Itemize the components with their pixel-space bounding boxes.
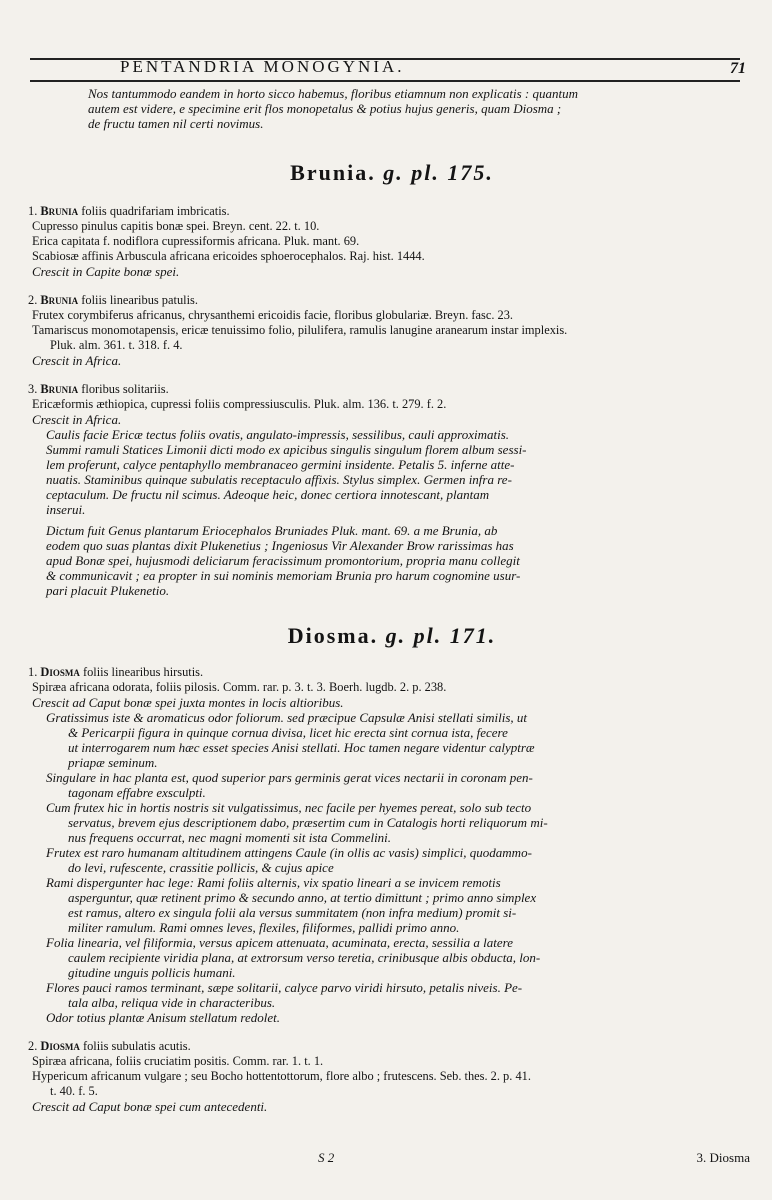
description-line: tagonam effabre exsculpti. <box>68 785 206 800</box>
description-line: ceptaculum. De fructu nil scimus. Adeoque heic, donec certiora innotescant, plantam <box>46 487 490 502</box>
description-line: asperguntur, quæ retinent primo & secundo anno, at tertio dimittunt ; primo anno simplex <box>68 890 537 905</box>
species-genus: Brunia <box>40 382 79 396</box>
description-line: nus frequens occurrat, nec magni momenti sit ista Commelini. <box>68 830 392 845</box>
description-paragraph <box>28 770 756 800</box>
species-diagnosis: foliis subulatis acutis. <box>82 1039 191 1053</box>
note-line: Dictum fuit Genus plantarum Eriocephalos Bruniades Pluk. mant. 69. a me Brunia, ab <box>46 523 498 538</box>
description-line: inserui. <box>46 502 86 517</box>
description-line: tala alba, reliqua vide in characteribus. <box>68 995 276 1010</box>
intro-paragraph <box>28 86 756 131</box>
page-content <box>28 86 756 1114</box>
species-entry <box>28 204 756 279</box>
description-line: Odor totius plantæ Anisum stellatum redolet. <box>46 1010 281 1025</box>
description-line: est ramus, altero ex singula folii ala versus summitatem (non infra medium) promit si- <box>68 905 517 920</box>
description-line: Summi ramuli Statices Limonii dicti modo ex apicibus singulis singulum florem album sessi- <box>46 442 527 457</box>
synonym-line: Pluk. alm. 361. t. 318. f. 4. <box>50 338 183 352</box>
genus-reference: g. pl. 171. <box>385 623 497 648</box>
species-entry <box>28 382 756 598</box>
description-line: ut interrogarem num hæc esset species Anisi stellati. Hoc tamen negare videntur calyptræ <box>68 740 535 755</box>
synonym-line: Tamariscus monomotapensis, ericæ tenuissimo folio, pilulifera, ramulis lanugine aranearum instar implexis. <box>32 323 568 337</box>
species-number: 2. <box>28 293 38 307</box>
description-line: Frutex est raro humanam altitudinem attingens Caule (in ollis ac vasis) simplici, quodammo- <box>46 845 532 860</box>
species-diagnosis: foliis quadrifariam imbricatis. <box>81 204 230 218</box>
description-paragraph <box>28 1010 756 1025</box>
synonym-line: Spiræa africana odorata, foliis pilosis. Comm. rar. p. 3. t. 3. Boerh. lugdb. 2. p. 238. <box>32 680 447 694</box>
note-line: & communicavit ; ea propter in sui nominis memoriam Brunia pro harum cognomine usur- <box>46 568 521 583</box>
page-number: 71 <box>730 60 746 77</box>
description-line: servatus, brevem ejus descriptionem dabo, præsertim cum in Catalogis horti reliquorum mi- <box>68 815 548 830</box>
genus-heading-diosma <box>28 623 756 648</box>
habitat-line: Crescit in Africa. <box>32 412 122 427</box>
description-paragraph <box>28 935 756 980</box>
description-line: Flores pauci ramos terminant, sæpe solitarii, calyce parvo viridi hirsuto, petalis niveis. Pe- <box>46 980 523 995</box>
species-number: 1. <box>28 204 38 218</box>
description-line: militer ramulum. Rami omnes leves, flexiles, filiformes, pallidi primo anno. <box>68 920 460 935</box>
species-number: 2. <box>28 1039 38 1053</box>
signature-mark: S 2 <box>318 1150 335 1165</box>
genus-heading-brunia <box>28 160 756 185</box>
synonym-line: Spiræa africana, foliis cruciatim positis. Comm. rar. 1. t. 1. <box>32 1054 324 1068</box>
description-line: nuatis. Staminibus quinque subulatis receptaculo affixis. Stylus simplex. Germen infra re- <box>46 472 512 487</box>
description-line: Gratissimus iste & aromaticus odor foliorum. sed præcipue Capsulæ Anisi stellati similis, ut <box>46 710 528 725</box>
description-paragraph <box>28 980 756 1010</box>
species-diagnosis: foliis linearibus hirsutis. <box>82 665 204 679</box>
habitat-line: Crescit in Africa. <box>32 353 122 368</box>
intro-line: autem est videre, e specimine erit flos monopetalus & potius hujus generis, quam Diosma ; <box>88 101 562 116</box>
description-line: gitudine unguis pollicis humani. <box>68 965 236 980</box>
description-line: Rami dispergunter hac lege: Rami foliis alternis, vix spatio lineari a se invicem remotis <box>46 875 501 890</box>
running-header <box>30 40 750 80</box>
description-line: & Pericarpii figura in quinque cornua divisa, licet hic erecta sint cornua ista, fecere <box>68 725 508 740</box>
note-line: eodem quo suas plantas dixit Plukenetius ; Ingeniosus Vir Alexander Brow rarissimas has <box>46 538 514 553</box>
genus-name: Brunia. <box>290 160 376 185</box>
species-description <box>28 427 756 517</box>
species-genus: Brunia <box>40 204 79 218</box>
synonym-line: Scabiosæ affinis Arbuscula africana ericoides sphoerocephalos. Raj. hist. 1444. <box>32 249 425 263</box>
note-line: apud Bonæ spei, hujusmodi deliciarum feracissimum promontorium, propria manu collegit <box>46 553 520 568</box>
genus-name: Diosma. <box>287 623 379 648</box>
genus-reference: g. pl. 175. <box>383 160 494 185</box>
header-rule-bottom <box>30 80 740 82</box>
species-diagnosis: foliis linearibus patulis. <box>81 293 198 307</box>
species-title <box>28 665 756 680</box>
synonym-line: t. 40. f. 5. <box>50 1084 98 1098</box>
description-paragraph <box>28 800 756 845</box>
synonym-line: Cupresso pinulus capitis bonæ spei. Breyn. cent. 22. t. 10. <box>32 219 320 233</box>
species-note <box>28 523 756 598</box>
species-number: 1. <box>28 665 38 679</box>
running-head-title: PENTANDRIA MONOGYNIA. <box>120 57 405 76</box>
species-entry <box>28 1039 756 1114</box>
intro-line: Nos tantummodo eandem in horto sicco habemus, floribus etiamnum non explicatis : quantum <box>88 86 578 101</box>
species-title <box>28 293 756 308</box>
species-entry <box>28 293 756 368</box>
description-line: Folia linearia, vel filiformia, versus apicem attenuata, acuminata, erecta, sessilia a latere <box>46 935 513 950</box>
synonym-line: Hypericum africanum vulgare ; seu Bocho hottentottorum, flore albo ; frutescens. Seb. thes. 2. p. 41. <box>32 1069 531 1083</box>
species-entry <box>28 665 756 1025</box>
description-line: do levi, rufescente, crassitie pollicis, & cujus apice <box>68 860 334 875</box>
species-diagnosis: floribus solitariis. <box>81 382 169 396</box>
species-title <box>28 204 756 219</box>
catchword: 3. Diosma <box>696 1150 750 1165</box>
species-title <box>28 382 756 397</box>
synonym-line: Frutex corymbiferus africanus, chrysanthemi ericoidis facie, floribus globulariæ. Breyn. fasc. 23. <box>32 308 514 322</box>
species-number: 3. <box>28 382 38 396</box>
description-line: lem proferunt, calyce pentaphyllo membranaceo germini insidente. Petalis 5. inferne atte- <box>46 457 515 472</box>
species-genus: Brunia <box>40 293 79 307</box>
synonym-line: Erica capitata f. nodiflora cupressiformis africana. Pluk. mant. 69. <box>32 234 360 248</box>
habitat-line: Crescit ad Caput bonæ spei cum antecedenti. <box>32 1099 268 1114</box>
synonym-line: Ericæformis æthiopica, cupressi foliis compressiusculis. Pluk. alm. 136. t. 279. f. 2. <box>32 397 447 411</box>
intro-line: de fructu tamen nil certi novimus. <box>88 116 264 131</box>
species-genus: Diosma <box>40 1039 80 1053</box>
species-genus: Diosma <box>40 665 80 679</box>
description-line: Singulare in hac planta est, quod superior pars germinis gerat vices nectarii in coronam pen- <box>46 770 533 785</box>
habitat-line: Crescit in Capite bonæ spei. <box>32 264 180 279</box>
description-line: priapæ seminum. <box>68 755 158 770</box>
description-paragraph <box>28 710 756 770</box>
description-line: Cum frutex hic in hortis nostris sit vulgatissimus, nec facile per hyemes pereat, solo sub tecto <box>46 800 532 815</box>
species-title <box>28 1039 756 1054</box>
description-paragraph <box>28 875 756 935</box>
species-description <box>28 710 756 1025</box>
note-line: pari placuit Plukenetio. <box>46 583 170 598</box>
description-paragraph <box>28 845 756 875</box>
description-line: caulem recipiente viridia plana, at extrorsum verso teretia, crinibusque albis obducta, lon- <box>68 950 541 965</box>
description-line: Caulis facie Ericæ tectus foliis ovatis, angulato-impressis, sessilibus, cauli approximatis. <box>46 427 510 442</box>
habitat-line: Crescit ad Caput bonæ spei juxta montes in locis altioribus. <box>32 695 344 710</box>
page-footer <box>28 1150 756 1170</box>
